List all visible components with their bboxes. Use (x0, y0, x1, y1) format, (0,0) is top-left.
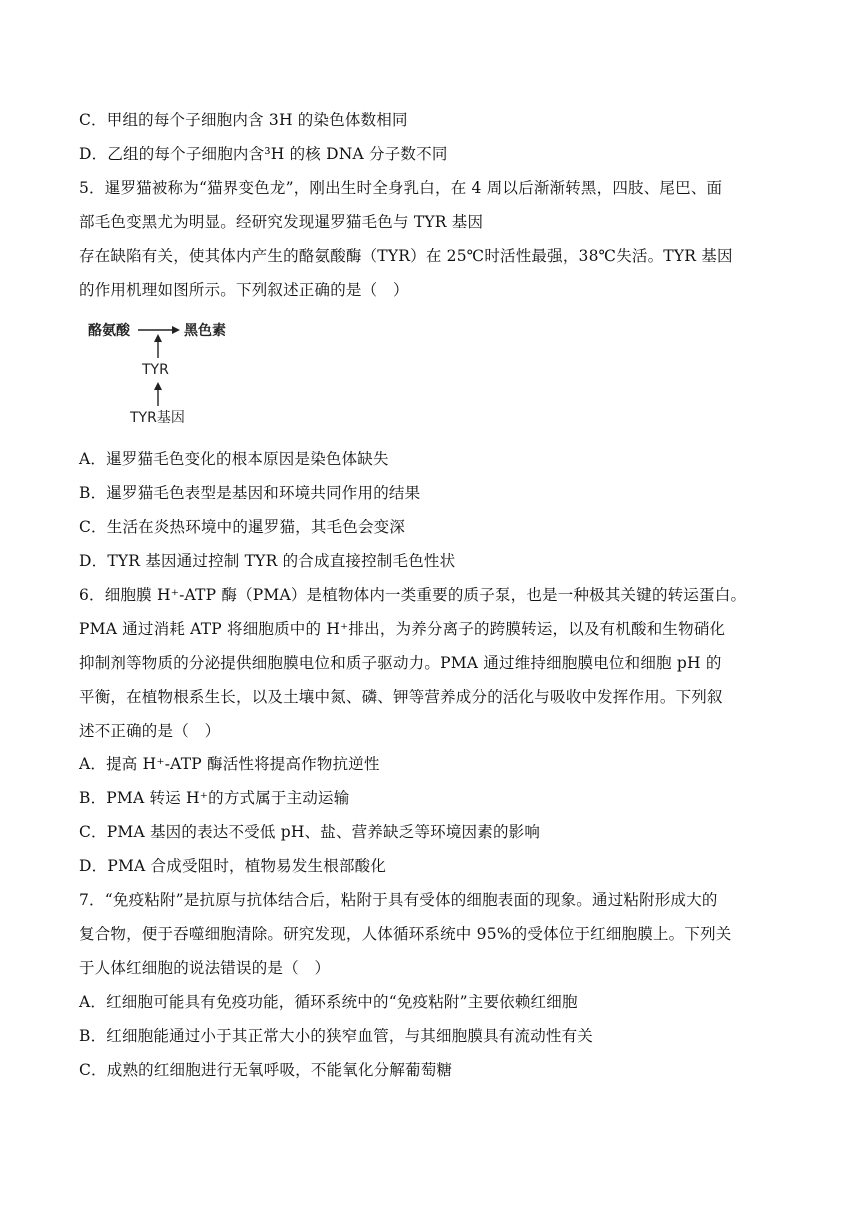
tyr-mechanism-diagram (86, 318, 266, 428)
diagram-enzyme: TYR (142, 362, 169, 378)
question-text: 于人体红细胞的说法错误的是（ ） (79, 959, 331, 977)
question-text: 存在缺陷有关，使其体内产生的酪氨酸酶（TYR）在 25℃时活性最强，38℃失活。TYR 基因 (79, 247, 733, 265)
question-text: 平衡，在植物根系生长，以及土壤中氮、磷、钾等营养成分的活化与吸收中发挥作用。下列叙 (79, 688, 723, 706)
question-text: 述不正确的是（ ） (79, 722, 221, 740)
option-text: B．PMA 转运 H⁺的方式属于主动运输 (79, 789, 350, 807)
diagram-substrate: 酪氨酸 (88, 323, 130, 339)
question-text: PMA 通过消耗 ATP 将细胞质中的 H⁺排出，为养分离子的跨膜转运，以及有机酸和生物硝化 (79, 620, 726, 638)
question-text: 7．“免疫粘附”是抗原与抗体结合后，粘附于具有受体的细胞表面的现象。通过粘附形成大的 (79, 891, 718, 909)
question-text: 6．细胞膜 H⁺-ATP 酶（PMA）是植物体内一类重要的质子泵，也是一种极其关键的转运蛋白。 (79, 586, 747, 604)
arrowhead-icon (154, 334, 162, 342)
arrowhead-icon (154, 382, 162, 390)
diagram-gene: TYR基因 (130, 410, 185, 426)
question-text: 5．暹罗猫被称为“猫界变色龙”，刚出生时全身乳白，在 4 周以后渐渐转黑，四肢、尾巴、面 (79, 179, 723, 197)
option-text: C．成熟的红细胞进行无氧呼吸，不能氧化分解葡萄糖 (79, 1061, 453, 1079)
option-text: D．乙组的每个子细胞内含³H 的核 DNA 分子数不同 (79, 145, 448, 163)
question-text: 部毛色变黑尤为明显。经研究发现暹罗猫毛色与 TYR 基因 (79, 213, 484, 231)
option-text: B．红细胞能通过小于其正常大小的狭窄血管，与其细胞膜具有流动性有关 (79, 1027, 593, 1045)
option-text: C．甲组的每个子细胞内含 3H 的染色体数相同 (79, 111, 408, 129)
question-text: 的作用机理如图所示。下列叙述正确的是（ ） (79, 281, 409, 299)
option-text: D．TYR 基因通过控制 TYR 的合成直接控制毛色性状 (79, 552, 456, 570)
option-text: A．红细胞可能具有免疫功能，循环系统中的“免疫粘附”主要依赖红细胞 (79, 993, 578, 1011)
arrowhead-icon (172, 326, 180, 334)
option-text: C．PMA 基因的表达不受低 pH、盐、营养缺乏等环境因素的影响 (79, 823, 541, 841)
option-text: B．暹罗猫毛色表型是基因和环境共同作用的结果 (79, 484, 421, 502)
option-text: A．暹罗猫毛色变化的根本原因是染色体缺失 (79, 450, 389, 468)
question-text: 复合物，便于吞噬细胞清除。研究发现，人体循环系统中 95%的受体位于红细胞膜上。下列关 (79, 925, 732, 943)
diagram-product: 黑色素 (184, 323, 226, 339)
option-text: C．生活在炎热环境中的暹罗猫，其毛色会变深 (79, 518, 406, 536)
question-text: 抑制剂等物质的分泌提供细胞膜电位和质子驱动力。PMA 通过维持细胞膜电位和细胞 pH 的 (79, 654, 722, 672)
option-text: A．提高 H⁺-ATP 酶活性将提高作物抗逆性 (79, 755, 380, 773)
option-text: D．PMA 合成受阻时，植物易发生根部酸化 (79, 857, 387, 875)
